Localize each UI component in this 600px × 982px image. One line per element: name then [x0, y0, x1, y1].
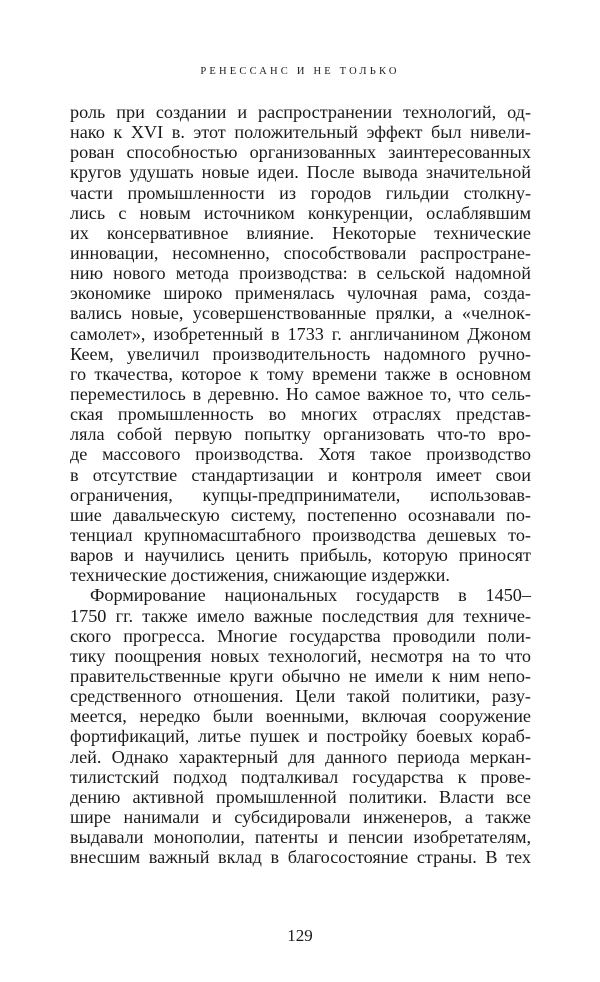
text-line: их консервативное влияние. Некоторые технические [70, 222, 531, 243]
text-line: инновации, несомненно, способствовали распростране- [70, 242, 531, 263]
text-line: технические достижения, снижающие издержки. [70, 565, 450, 586]
text-line: Формирование национальных государств в 1450– [90, 585, 531, 606]
text-line: переместилось в деревню. Но самое важное то, что сель- [70, 383, 531, 404]
text-line: нако к XVI в. этот положительный эффект был нивели- [70, 122, 531, 143]
text-line: кругов удушать новые идеи. После вывода значительной [70, 162, 531, 183]
text-line: части промышленности из городов гильдии столкну- [70, 182, 531, 203]
text-line: лей. Однако характерный для данного периода меркан- [70, 746, 531, 767]
text-line: де массового производства. Хотя такое производство [70, 444, 531, 465]
text-line: шире нанимали и субсидировали инженеров, а также [70, 806, 531, 827]
text-line: ляла собой первую попытку организовать что-то вро- [70, 424, 531, 445]
text-line: меется, нередко были военными, включая сооружение [70, 706, 531, 727]
text-line: роль при создании и распространении технологий, од- [70, 102, 531, 122]
text-line: дению активной промышленной политики. Власти все [70, 786, 531, 807]
paragraph [70, 102, 531, 585]
text-line: нию нового метода производства: в сельской надомной [70, 263, 531, 284]
text-line: в отсутствие стандартизации и контроля имеет свои [70, 464, 531, 485]
text-line: тику поощрения новых технологий, несмотря на то что [70, 645, 531, 666]
text-line: самолет», изобретенный в 1733 г. англичанином Джоном [70, 323, 531, 344]
text-line: 1750 гг. также имело важные последствия для техниче- [70, 605, 531, 626]
text-line: шие давальческую систему, постепенно осознавали по- [70, 504, 531, 525]
text-line: правительственные круги обычно не имели к ним непо- [70, 665, 531, 686]
text-line: внесшим важный вклад в благосостояние страны. В тех [70, 847, 531, 868]
text-line: ограничения, купцы-предприниматели, использовав- [70, 484, 531, 505]
text-line: лись с новым источником конкуренции, ослаблявшим [70, 202, 531, 223]
text-line: вались новые, усовершенствованные прялки, а «челнок- [70, 303, 531, 324]
text-line: тенциал крупномасштабного производства дешевых то- [70, 524, 531, 545]
text-line: средственного отношения. Цели такой политики, разу- [70, 686, 531, 707]
page-body-text [70, 102, 531, 867]
text-line: выдавали монополии, патенты и пенсии изобретателям, [70, 827, 531, 848]
text-line: тилистский подход подталкивал государства к прове- [70, 766, 531, 787]
text-line: рован способностью организованных заинтересованных [70, 142, 531, 163]
text-line: варов и научились ценить прибыль, которую приносят [70, 545, 531, 566]
page-number: 129 [287, 926, 313, 945]
running-header: РЕНЕССАНС И НЕ ТОЛЬКО [200, 66, 400, 77]
text-line: го ткачества, которое к тому времени также в основном [70, 363, 531, 384]
text-line: фортификаций, литье пушек и постройку боевых кораб- [70, 726, 531, 747]
text-line: ская промышленность во многих отраслях представ- [70, 404, 531, 425]
paragraph [70, 585, 531, 867]
text-line: Кеем, увеличил производительность надомного ручно- [70, 343, 531, 364]
text-line: ского прогресса. Многие государства проводили поли- [70, 625, 531, 646]
text-line: экономике широко применялась чулочная рама, созда- [70, 283, 531, 304]
